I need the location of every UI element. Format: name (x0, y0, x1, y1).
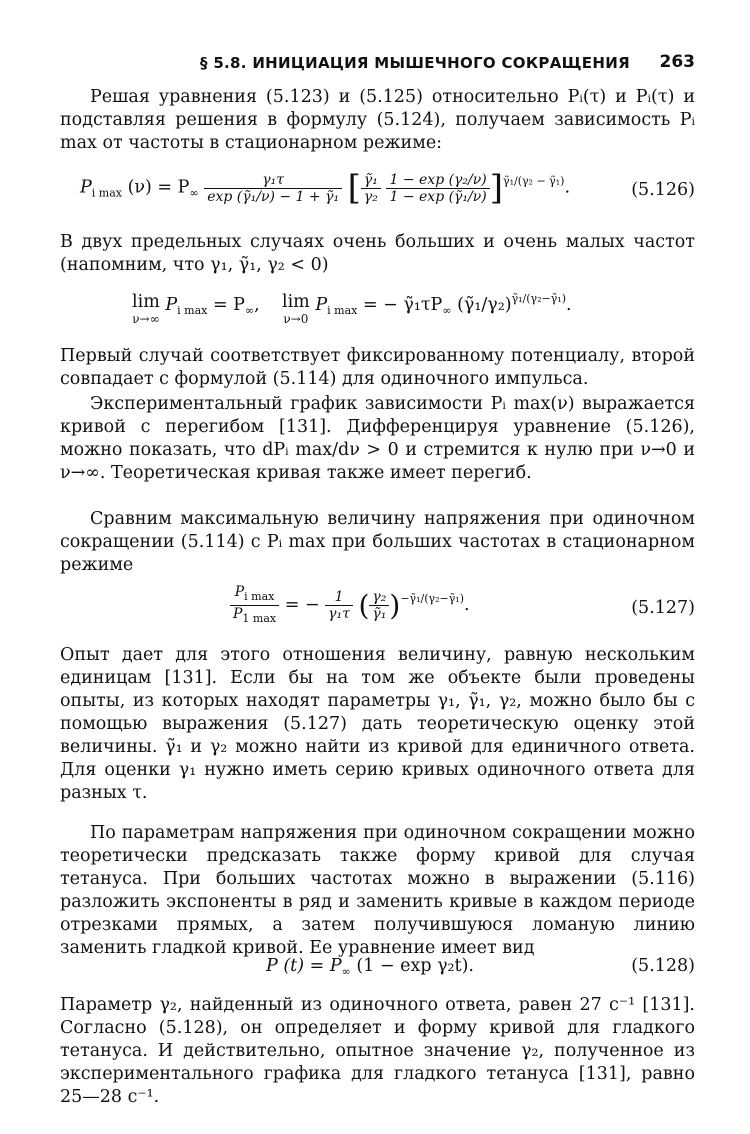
lim1-under: ν→∞ (132, 312, 160, 326)
eq126-exponent: γ̃₁/(γ₂ − γ̃₁) (503, 174, 565, 188)
lim2-expr: P (315, 295, 328, 315)
eq126-frac1-num: γ₁τ (262, 171, 284, 188)
lim2-rhs: = − γ̃₁τP (362, 295, 443, 315)
eq127-frac1-num-sub: i max (244, 590, 275, 603)
lim1 (132, 292, 160, 326)
page-number: 263 (659, 52, 695, 72)
eq126-p-inf-sub: ∞ (189, 186, 199, 200)
lim2-rhs-sub: ∞ (442, 304, 452, 317)
running-header (60, 50, 695, 78)
equation-5-126: $P_{i max}$ $(\nu) = P_\infty$ $\frac{\text{γ₁τ}}{\text{exp (γ̃₁/ν) − 1 + γ̃₁}}$ [ $\frac{\text{γ̃₁}}{\text{γ₂}}$ $\frac{\text{1 − exp (γ₂/ν)}}{\text{1 − exp (γ̃₁/ν)}}$ ]$^{\gammã_1/(\gamma_2 - \gammã_1)}$. (5.126) (80, 168, 695, 208)
eq127-frac1-num: P (234, 584, 245, 600)
paragraph-2: В двух предельных случаях очень больших и очень малых частот (напомним, что γ₁, γ̃₁, γ₂ < 0) (60, 232, 695, 275)
eq126-frac1 (204, 172, 342, 205)
eq127-frac2-den: γ₁τ (325, 605, 353, 622)
paragraph-7: По параметрам напряжения при одиночном сокращении можно теоретически предсказать также форму кривой для случая тетануса. При больших частотах можно в выражении (5.116) разложить экспоненты в ряд и заменить кривые в каждом периоде отрезками прямых, а затем получившуюся ломаную линию заменить гладкой кривой. Ее уравнение имеет вид (60, 823, 695, 958)
eq127-frac3 (369, 589, 389, 622)
equation-5-127: $\frac{P_{i max}}{P_{1 max}}$ = − $\frac{1}{\text{γ₁τ}}$ ( $\frac{\text{γ₂}}{\text{γ̃₁}}$ )$^{-\gammã_1/(\gamma_2-\gammã_1)}$. (5.127) (60, 580, 695, 636)
eq127-frac1 (230, 584, 279, 627)
eq128-p-inf-sub: ∞ (341, 965, 351, 978)
eq126-frac1-den: exp (γ̃₁/ν) − 1 + γ̃₁ (204, 188, 342, 205)
paragraph-1: Решая уравнения (5.123) и (5.125) относительно Pᵢ(τ) и Pᵢ(τ) и подставляя решения в формулу (5.124), получаем зависимость Pᵢ max от частоты в стационарном режиме: (60, 87, 695, 153)
paragraph-3: Первый случай соответствует фиксированному потенциалу, второй совпадает с формулой (5.114) для одиночного импульса. (60, 346, 695, 389)
paragraph-8: Параметр γ₂, найденный из одиночного ответа, равен 27 с⁻¹ [131]. Согласно (5.128), он определяет и форму кривой для гладкого тетануса. И действительно, опытное значение γ₂, полученное из экспериментального графика для гладкого тетануса [131], равно 25—28 с⁻¹. (60, 995, 695, 1107)
eq126-left-bracket: [ (347, 168, 361, 208)
lim1-sub: i max (177, 304, 208, 317)
equation-5-128 (60, 954, 695, 984)
eq127-number: (5.127) (631, 598, 695, 618)
eq126-frac2-den: γ₂ (361, 188, 381, 205)
eq127-frac3-num: γ₂ (372, 589, 387, 605)
lim2-word: lim (281, 292, 310, 312)
eq126-frac3-num: 1 − exp (γ₂/ν) (389, 171, 487, 188)
eq126-number: (5.126) (631, 180, 695, 200)
lim2-rhs-tail: (γ̃₁/γ₂) (457, 295, 512, 315)
eq127-frac2-num: 1 (334, 589, 344, 605)
eq126-lhs: P (80, 177, 92, 198)
lim1-word: lim (132, 292, 160, 312)
lim2-under: ν→0 (283, 312, 309, 326)
lim1-expr: P (165, 295, 178, 315)
eq127-frac3-den: γ̃₁ (369, 605, 389, 622)
paragraph-5: Сравним максимальную величину напряжения при одиночном сокращении (5.114) с Pᵢ max при больших частотах в стационарном режиме (60, 509, 695, 575)
section-title: § 5.8. ИНИЦИАЦИЯ МЫШЕЧНОГО СОКРАЩЕНИЯ (200, 54, 630, 72)
paragraph-6: Опыт дает для этого отношения величину, равную нескольким единицам [131]. Если бы на том же объекте были проведены опыты, из которых находят параметры γ₁, γ̃₁, γ₂, можно было бы с помощью выражения (5.127) дать теоретическую оценку этой величины. γ̃₁ и γ₂ можно найти из кривой для единичного ответа. Для оценки γ₁ нужно иметь серию кривых одиночного ответа для разных τ. (60, 645, 695, 803)
equation-limits: lim ν→∞ $P_{i max} = P_\infty$, lim ν→0 $P_{i max}$ = − $\gammã_1\tau P_\infty$ (γ̃₁/γ₂)$^{\gammã_1/(\gamma_2-\gammã_1)}$. (132, 292, 572, 326)
eq128-tail: (1 − exp γ₂t). (356, 956, 474, 976)
eq126-frac3 (386, 172, 489, 205)
eq126-right-bracket: ] (489, 168, 503, 208)
eq127-frac1-den: P (233, 606, 243, 622)
lim2-sub: i max (327, 304, 358, 317)
eq127-frac2 (325, 589, 353, 622)
eq126-frac2-num: γ̃₁ (363, 171, 378, 188)
eq126-lhs-sub: i max (91, 186, 122, 200)
lim2-exponent: γ̃₁/(γ₂−γ̃₁) (511, 292, 567, 305)
eq126-frac2 (361, 172, 381, 205)
eq127-eq-sign: = − (284, 595, 320, 615)
eq127-frac1-den-sub: 1 max (242, 612, 277, 625)
paragraph-4: Экспериментальный график зависимости Pᵢ max(ν) выражается кривой с перегибом [131]. Дифференцируя уравнение (5.126), можно показать, что dPᵢ max/dν > 0 и стремится к нулю при ν→0 и ν→∞. Теоретическая кривая также имеет перегиб. (60, 394, 695, 483)
eq127-exponent: −γ̃₁/(γ₂−γ̃₁) (400, 592, 465, 605)
lim2 (282, 292, 310, 326)
lim1-rhs: = P (212, 295, 245, 315)
eq126-lhs-arg: (ν) = P (127, 177, 190, 198)
eq128-number: (5.128) (631, 956, 695, 976)
lim1-rhs-sub: ∞ (244, 304, 255, 317)
eq126-frac3-den: 1 − exp (γ̃₁/ν) (386, 188, 489, 205)
eq128-expr: P (t) = P (266, 956, 342, 976)
